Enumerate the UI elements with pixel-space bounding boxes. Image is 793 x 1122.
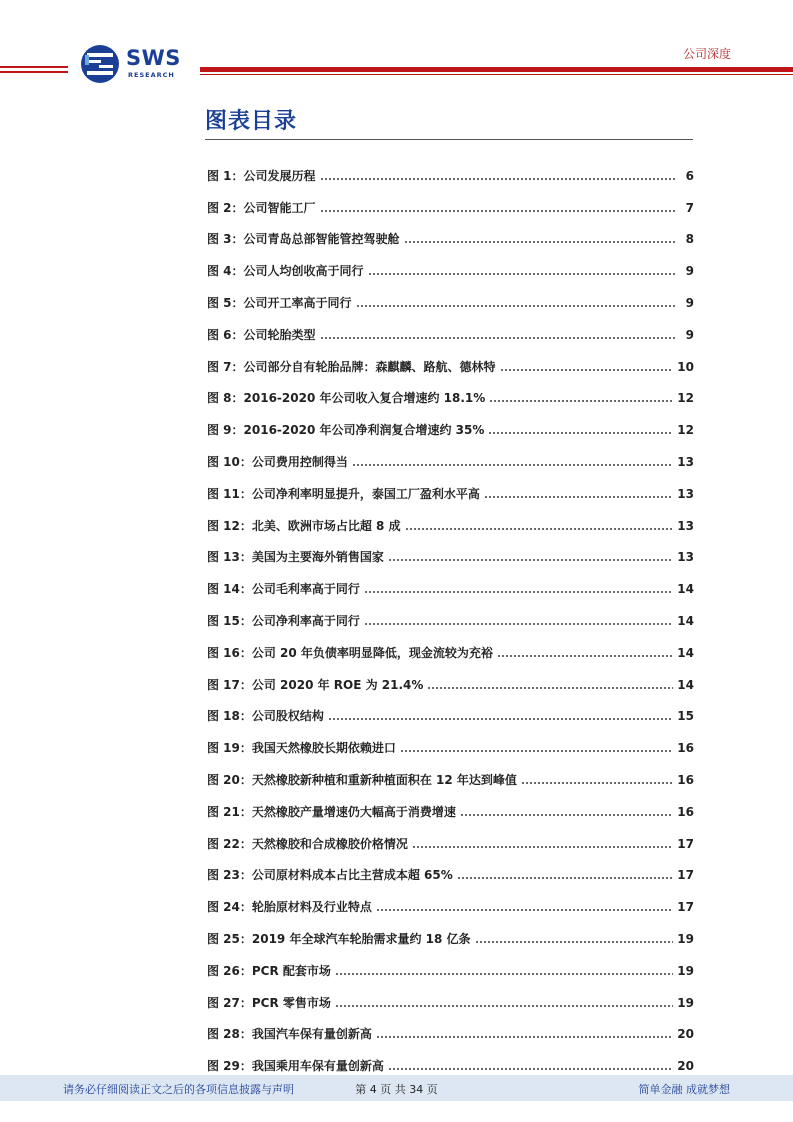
toc-entry-page: 12 (677, 423, 694, 438)
toc-leader-dots (368, 273, 676, 275)
toc-entry-label: 图 18：公司股权结构 (207, 709, 324, 724)
toc-leader-dots (460, 814, 673, 816)
toc-entry-page: 17 (677, 836, 694, 851)
toc-leader-dots (488, 432, 673, 434)
toc-entry-page: 16 (677, 804, 694, 819)
toc-entry-label: 图 26：PCR 配套市场 (207, 963, 331, 978)
toc-entry-page: 20 (677, 1027, 694, 1042)
toc-leader-dots (427, 687, 673, 689)
toc-entry-label: 图 22：天然橡胶和合成橡胶价格情况 (207, 836, 408, 851)
toc-entry[interactable] (207, 503, 694, 535)
toc-entry-page: 13 (677, 518, 694, 533)
toc-entry-label: 图 7：公司部分自有轮胎品牌：森麒麟、路航、德林特 (207, 359, 496, 374)
toc-entry-label: 图 6：公司轮胎类型 (207, 327, 316, 342)
toc-entry-page: 19 (677, 995, 694, 1010)
toc-entry-page: 13 (677, 486, 694, 501)
toc-entry-label: 图 8：2016-2020 年公司收入复合增速约 18.1% (207, 391, 486, 406)
sws-logo (80, 44, 190, 86)
header-rule-right (200, 67, 793, 72)
toc-entry-label: 图 19：我国天然橡胶长期依赖进口 (207, 741, 396, 756)
toc-leader-dots (352, 464, 673, 466)
toc-leader-dots (388, 1068, 673, 1070)
toc-entry-page: 7 (685, 200, 694, 215)
header-rule-right-thin (200, 74, 793, 75)
toc-entry[interactable] (207, 376, 694, 408)
section-title: 图表目录 (205, 109, 298, 134)
toc-entry-label: 图 28：我国汽车保有量创新高 (207, 1027, 372, 1042)
toc-entry-page: 17 (677, 900, 694, 915)
toc-entry-page: 10 (677, 359, 694, 374)
toc-entry-label: 图 27：PCR 零售市场 (207, 995, 331, 1010)
toc-leader-dots (364, 623, 673, 625)
toc-entry[interactable] (207, 185, 694, 217)
toc-entry-page: 8 (685, 232, 694, 247)
toc-entry[interactable] (207, 853, 694, 885)
toc-leader-dots (364, 591, 673, 593)
toc-leader-dots (388, 559, 673, 561)
toc-leader-dots (320, 178, 676, 180)
toc-entry[interactable] (207, 566, 694, 598)
toc-leader-dots (335, 1005, 673, 1007)
toc-entry[interactable] (207, 662, 694, 694)
figure-toc-list (207, 153, 694, 1075)
logo-subtext: RESEARCH (128, 71, 175, 79)
toc-leader-dots (457, 877, 674, 879)
toc-entry-page: 19 (677, 931, 694, 946)
toc-entry[interactable] (207, 439, 694, 471)
toc-entry-label: 图 14：公司毛利率高于同行 (207, 582, 360, 597)
toc-entry[interactable] (207, 630, 694, 662)
toc-entry-label: 图 4：公司人均创收高于同行 (207, 264, 364, 279)
report-type-label: 公司深度 (682, 47, 731, 61)
toc-entry-label: 图 16：公司 20 年负债率明显降低，现金流较为充裕 (207, 645, 493, 660)
toc-entry-page: 20 (677, 1059, 694, 1074)
title-divider (205, 139, 693, 140)
toc-entry-page: 16 (677, 741, 694, 756)
toc-entry[interactable] (207, 725, 694, 757)
toc-leader-dots (328, 718, 673, 720)
toc-entry-label: 图 2：公司智能工厂 (207, 200, 316, 215)
toc-entry-page: 16 (677, 772, 694, 787)
toc-entry[interactable] (207, 789, 694, 821)
toc-entry-label: 图 3：公司青岛总部智能管控驾驶舱 (207, 232, 400, 247)
toc-entry[interactable] (207, 821, 694, 853)
toc-entry[interactable] (207, 535, 694, 567)
toc-entry[interactable] (207, 694, 694, 726)
toc-entry-page: 19 (677, 963, 694, 978)
toc-entry[interactable] (207, 757, 694, 789)
toc-entry-page: 14 (677, 582, 694, 597)
toc-entry-page: 13 (677, 454, 694, 469)
toc-entry-page: 13 (677, 550, 694, 565)
toc-entry[interactable] (207, 471, 694, 503)
toc-entry[interactable] (207, 1043, 694, 1075)
toc-entry-label: 图 17：公司 2020 年 ROE 为 21.4% (207, 677, 424, 692)
toc-entry-label: 图 13：美国为主要海外销售国家 (207, 550, 384, 565)
toc-leader-dots (376, 909, 673, 911)
toc-leader-dots (521, 782, 673, 784)
footer-disclaimer: 请务必仔细阅读正文之后的各项信息披露与声明 (63, 1083, 294, 1096)
toc-entry-label: 图 29：我国乘用车保有量创新高 (207, 1059, 384, 1074)
toc-entry-page: 14 (677, 677, 694, 692)
toc-entry-label: 图 1：公司发展历程 (207, 168, 316, 183)
toc-entry-label: 图 5：公司开工率高于同行 (207, 295, 352, 310)
toc-leader-dots (484, 496, 673, 498)
header-rule-left (0, 66, 68, 73)
toc-entry[interactable] (207, 980, 694, 1012)
toc-entry-label: 图 12：北美、欧洲市场占比超 8 成 (207, 518, 401, 533)
toc-entry-page: 14 (677, 645, 694, 660)
toc-entry[interactable] (207, 407, 694, 439)
toc-leader-dots (320, 210, 676, 212)
toc-leader-dots (405, 528, 674, 530)
toc-entry-page: 17 (677, 868, 694, 883)
toc-entry[interactable] (207, 217, 694, 249)
toc-entry-page: 9 (685, 264, 694, 279)
toc-leader-dots (489, 400, 673, 402)
toc-entry-label: 图 9：2016-2020 年公司净利润复合增速约 35% (207, 423, 485, 438)
toc-entry-label: 图 11：公司净利率明显提升，泰国工厂盈利水平高 (207, 486, 480, 501)
toc-entry[interactable] (207, 280, 694, 312)
toc-entry[interactable] (207, 312, 694, 344)
toc-leader-dots (497, 655, 673, 657)
toc-entry-label: 图 10：公司费用控制得当 (207, 454, 348, 469)
footer-page-info: 第 4 页 共 34 页 (355, 1083, 438, 1096)
sws-logo-mark-icon (80, 44, 120, 84)
logo-text: SWS (126, 46, 181, 70)
toc-leader-dots (376, 1036, 673, 1038)
toc-entry-page: 9 (685, 295, 694, 310)
toc-entry-page: 12 (677, 391, 694, 406)
toc-entry-label: 图 25：2019 年全球汽车轮胎需求量约 18 亿条 (207, 931, 471, 946)
toc-leader-dots (412, 846, 673, 848)
toc-entry[interactable] (207, 916, 694, 948)
toc-entry-page: 15 (677, 709, 694, 724)
toc-entry[interactable] (207, 153, 694, 185)
toc-entry-page: 6 (685, 168, 694, 183)
toc-entry-label: 图 21：天然橡胶产量增速仍大幅高于消费增速 (207, 804, 456, 819)
toc-leader-dots (320, 337, 676, 339)
toc-entry-page: 14 (677, 613, 694, 628)
toc-entry[interactable] (207, 1012, 694, 1044)
toc-leader-dots (475, 941, 674, 943)
toc-entry-label: 图 20：天然橡胶新种植和重新种植面积在 12 年达到峰值 (207, 772, 517, 787)
toc-leader-dots (400, 750, 673, 752)
toc-entry[interactable] (207, 884, 694, 916)
footer-slogan: 简单金融 成就梦想 (638, 1083, 730, 1096)
toc-entry-label: 图 15：公司净利率高于同行 (207, 613, 360, 628)
toc-leader-dots (356, 305, 676, 307)
toc-leader-dots (335, 973, 673, 975)
toc-entry[interactable] (207, 598, 694, 630)
toc-entry[interactable] (207, 248, 694, 280)
toc-entry-page: 9 (685, 327, 694, 342)
toc-entry[interactable] (207, 948, 694, 980)
toc-entry[interactable] (207, 344, 694, 376)
toc-entry-label: 图 23：公司原材料成本占比主营成本超 65% (207, 868, 453, 883)
toc-leader-dots (404, 241, 676, 243)
toc-entry-label: 图 24：轮胎原材料及行业特点 (207, 900, 372, 915)
toc-leader-dots (500, 369, 674, 371)
